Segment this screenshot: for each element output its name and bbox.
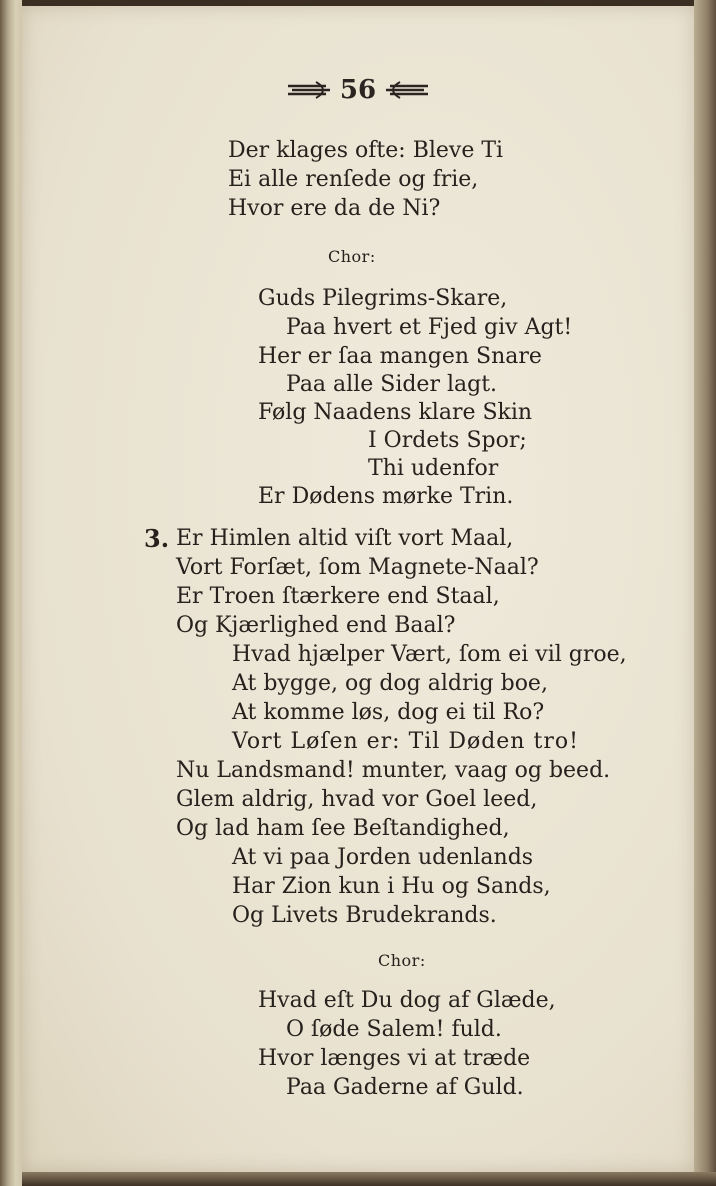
chorus-line: Hvor længes vi at træde	[258, 1046, 531, 1071]
stanza-line: Hvor ere da de Ni?	[228, 196, 441, 221]
page-edge-right	[694, 0, 716, 1186]
chorus-label: Chor:	[328, 247, 376, 266]
ornament-left-icon	[286, 80, 332, 100]
page-number: 56	[339, 75, 377, 105]
chorus-line: Paa alle Sider lagt.	[286, 372, 498, 397]
verse-line: Er Himlen altid viſt vort Maal,	[176, 526, 514, 551]
verse-line: Nu Landsmand! munter, vaag og beed.	[176, 758, 611, 783]
verse-line: Har Zion kun i Hu og Sands,	[232, 874, 551, 899]
verse-line: Er Troen ſtærkere end Staal,	[176, 584, 500, 609]
chorus-line: Er Dødens mørke Trin.	[258, 484, 514, 509]
verse-line: Vort Løſen er: Til Døden tro!	[232, 729, 579, 754]
page-header	[22, 70, 694, 110]
stanza-line: Der klages ofte: Bleve Ti	[228, 138, 504, 163]
verse-line: Glem aldrig, hvad vor Goel leed,	[176, 787, 538, 812]
ornament-right-icon	[384, 80, 430, 100]
chorus-line: Thi udenfor	[368, 456, 499, 481]
chorus-label: Chor:	[378, 951, 426, 970]
book-page	[22, 6, 694, 1172]
book-spine	[0, 0, 22, 1186]
chorus-line: Paa hvert et Fjed giv Agt!	[286, 315, 573, 340]
chorus-line: Paa Gaderne af Guld.	[286, 1075, 524, 1100]
chorus-line: Følg Naadens klare Skin	[258, 400, 533, 425]
verse-line: Og Kjærlighed end Baal?	[176, 613, 456, 638]
chorus-line: I Ordets Spor;	[368, 428, 527, 453]
chorus-line: Guds Pilegrims-Skare,	[258, 286, 508, 311]
chorus-line: Hvad eſt Du dog af Glæde,	[258, 988, 556, 1013]
verse-line: Og lad ham ſee Beſtandighed,	[176, 816, 510, 841]
page-edge-bottom	[22, 1172, 716, 1186]
verse-line: At komme løs, dog ei til Ro?	[232, 700, 545, 725]
verse-line: Hvad hjælper Vært, ſom ei vil groe,	[232, 642, 627, 667]
chorus-line: Her er ſaa mangen Snare	[258, 344, 542, 369]
verse-number: 3.	[144, 524, 170, 553]
verse-line: Vort Forſæt, ſom Magnete-Naal?	[176, 555, 539, 580]
verse-line: At vi paa Jorden udenlands	[232, 845, 534, 870]
chorus-line: O ſøde Salem! fuld.	[286, 1017, 502, 1042]
stanza-line: Ei alle renſede og frie,	[228, 167, 479, 192]
verse-line: At bygge, og dog aldrig boe,	[232, 671, 548, 696]
verse-line: Og Livets Brudekrands.	[232, 903, 497, 928]
